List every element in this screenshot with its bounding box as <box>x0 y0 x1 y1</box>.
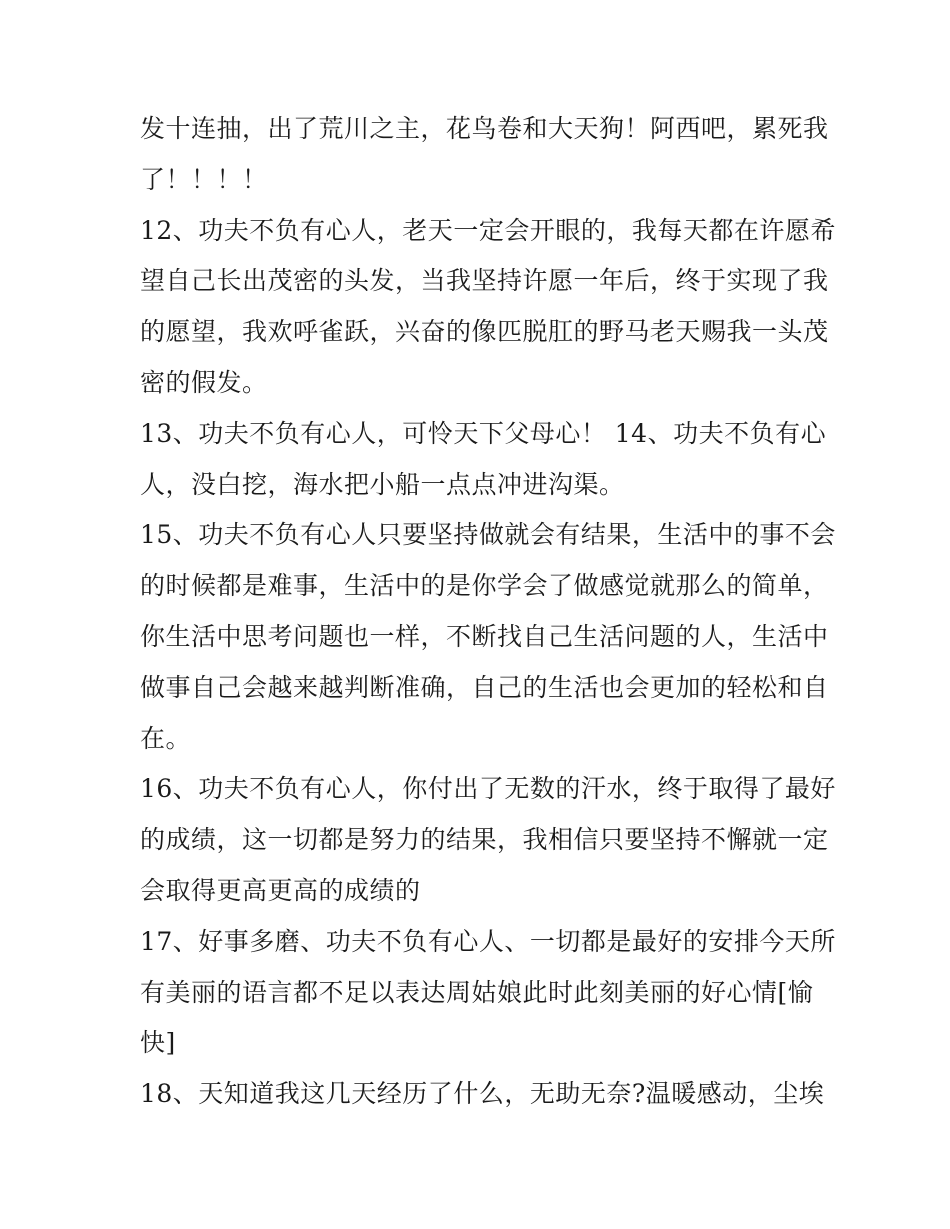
text-line: 做事自己会越来越判断准确，自己的生活也会更加的轻松和自 <box>140 672 829 702</box>
text-line: 人，没白挖，海水把小船一点点冲进沟渠。 <box>140 469 625 499</box>
text-line: 15、功夫不负有心人只要坚持做就会有结果，生活中的事不会 <box>140 520 836 550</box>
text-line: 13、功夫不负有心人，可怜天下父母心！ 14、功夫不负有心 <box>140 418 827 448</box>
text-line: 发十连抽，出了荒川之主，花鸟卷和大天狗！阿西吧，累死我 <box>140 114 829 143</box>
text-line: 在。 <box>140 723 192 753</box>
text-line: 望自己长出茂密的头发，当我坚持许愿一年后，终于实现了我 <box>140 266 829 296</box>
text-line: 的时候都是难事，生活中的是你学会了做感觉就那么的简单， <box>140 571 829 601</box>
text-line: 的成绩，这一切都是努力的结果，我相信只要坚持不懈就一定 <box>140 825 829 855</box>
document-body <box>140 104 836 1120</box>
text-line: 了！！！！ <box>140 164 268 194</box>
text-line: 17、好事多磨、功夫不负有心人、一切都是最好的安排今天所 <box>140 926 836 956</box>
text-line: 18、天知道我这几天经历了什么，无助无奈?温暖感动，尘埃 <box>140 1079 825 1109</box>
text-line: 会取得更高更高的成绩的 <box>140 875 421 905</box>
text-line: 12、功夫不负有心人，老天一定会开眼的，我每天都在许愿希 <box>140 215 836 245</box>
text-line: 16、功夫不负有心人，你付出了无数的汗水，终于取得了最好 <box>140 774 836 804</box>
text-line: 快] <box>140 1028 176 1058</box>
text-line: 的愿望，我欢呼雀跃，兴奋的像匹脱肛的野马老天赐我一头茂 <box>140 317 829 347</box>
text-line: 有美丽的语言都不足以表达周姑娘此时此刻美丽的好心情[愉 <box>140 977 814 1007</box>
text-line: 你生活中思考问题也一样，不断找自己生活问题的人，生活中 <box>140 621 829 651</box>
text-line: 密的假发。 <box>140 367 268 397</box>
